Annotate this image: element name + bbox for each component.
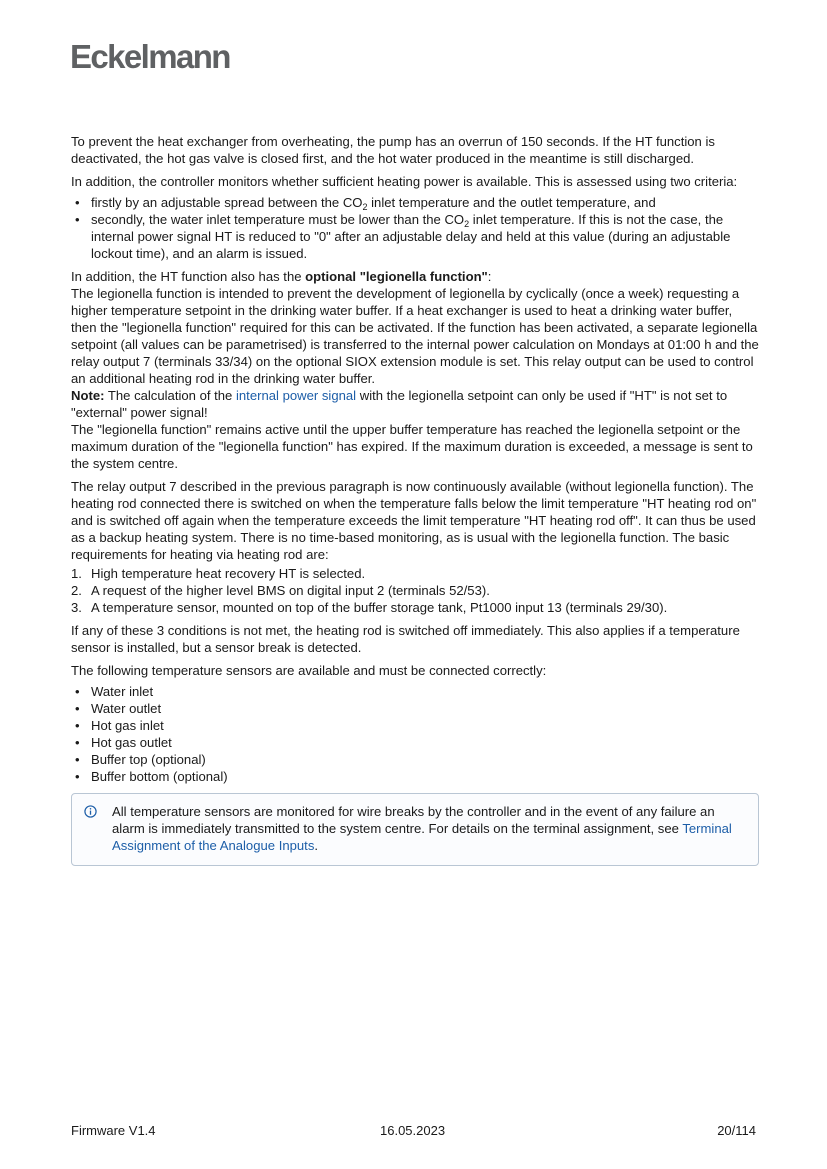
info-icon	[84, 805, 97, 818]
paragraph-conditions: If any of these 3 conditions is not met, the heating rod is switched off immediately. This also applies if a temperature sensor is installed, but a sensor break is detected.	[71, 623, 740, 655]
firmware-version: Firmware V1.4	[71, 1123, 156, 1138]
paragraph-note: Note: The calculation of the internal power signal with the legionella setpoint can only be used if "HT" is not set to "external" power signal!	[71, 388, 728, 420]
list-item: • Hot gas inlet	[71, 717, 759, 734]
company-logo: Eckelmann	[70, 38, 230, 75]
paragraph-legionella-description: The legionella function is intended to prevent the development of legionella by cyclically (once a week) requesting a higher temperature setpoint in the drinking water buffer. If a heat exchanger is used to heat a drinking water buffer, then the "legionella function" required for this can be activated. If the function has been activated, a separate legionella setpoint (all values can be parametrised) is transferred to the internal power calculation on Mondays at 01:00 h and the relay output 7 (terminals 33/34) on the optional SIOX extension module is set. This relay output can be used to control an additional heating rod in the drinking water buffer.	[71, 286, 759, 386]
list-item: • firstly by an adjustable spread between the $CO_2$ inlet temperature and the outlet temperature, and	[71, 194, 759, 211]
list-item: 2. A request of the higher level BMS on digital input 2 (terminals 52/53).	[71, 583, 490, 598]
paragraph-sensors-intro: The following temperature sensors are available and must be connected correctly:	[71, 663, 547, 678]
list-item: • Buffer bottom (optional)	[71, 768, 759, 785]
paragraph-legionella-duration: The "legionella function" remains active until the upper buffer temperature has reached the legionella setpoint or the maximum duration of the "legionella function" has expired. If the maximum duration is exceeded, a message is sent to the system centre.	[71, 422, 753, 471]
sensors-list	[71, 683, 759, 785]
terminal-assignment-link[interactable]: Terminal Assignment of the Analogue Inputs	[112, 821, 732, 853]
criteria-list	[71, 194, 759, 262]
info-box-text: All temperature sensors are monitored for wire breaks by the controller and in the event of any failure an alarm is immediately transmitted to the system centre. For details on the terminal assignment, see	[112, 804, 715, 836]
list-item: • Hot gas outlet	[71, 734, 759, 751]
list-item: • Buffer top (optional)	[71, 751, 759, 768]
internal-power-signal-link[interactable]: internal power signal	[235, 388, 357, 403]
paragraph-legionella-intro: In addition, the HT function also has the optional "legionella function":	[71, 269, 492, 284]
list-item: • Water outlet	[71, 700, 759, 717]
list-item: 3. A temperature sensor, mounted on top of the buffer storage tank, Pt1000 input 13 (terminals 29/30).	[71, 600, 668, 615]
list-item: • Water inlet	[71, 683, 759, 700]
list-item: 1. High temperature heat recovery HT is selected.	[71, 566, 366, 581]
document-date: 16.05.2023	[380, 1123, 446, 1138]
requirements-list	[71, 565, 759, 616]
paragraph-overrun: To prevent the heat exchanger from overheating, the pump has an overrun of 150 seconds. If the HT function is deactivated, the hot gas valve is closed first, and the hot water produced in the meantime is still discharged.	[71, 134, 715, 166]
document-body	[71, 133, 759, 866]
list-item: • secondly, the water inlet temperature must be lower than the $CO_2$ inlet temperature. If this is not the case, the internal power signal HT is reduced to "0" after an adjustable delay and held at this value (during an adjustable lockout time), and an alarm is issued.	[71, 211, 759, 262]
paragraph-heating-rod: The relay output 7 described in the previous paragraph is now continuously available (without legionella function). The heating rod connected there is switched on when the temperature falls below the limit temperature "HT heating rod on" and is switched off again when the temperature exceeds the limit temperature "HT heating rod off". It can thus be used as a backup heating system. There is no time-based monitoring, as is usual with the legionella function. The basic requirements for heating via heating rod are:	[71, 479, 757, 562]
info-box: All temperature sensors are monitored for wire breaks by the controller and in the event of any failure an alarm is immediately transmitted to the system centre. For details on the terminal assignment, see Terminal Assignment of the Analogue Inputs.	[71, 793, 759, 866]
note-label: Note:	[71, 388, 105, 403]
paragraph-heating-power: In addition, the controller monitors whether sufficient heating power is available. This is assessed using two criteria:	[71, 174, 738, 189]
page-number: 20/114	[717, 1123, 756, 1138]
